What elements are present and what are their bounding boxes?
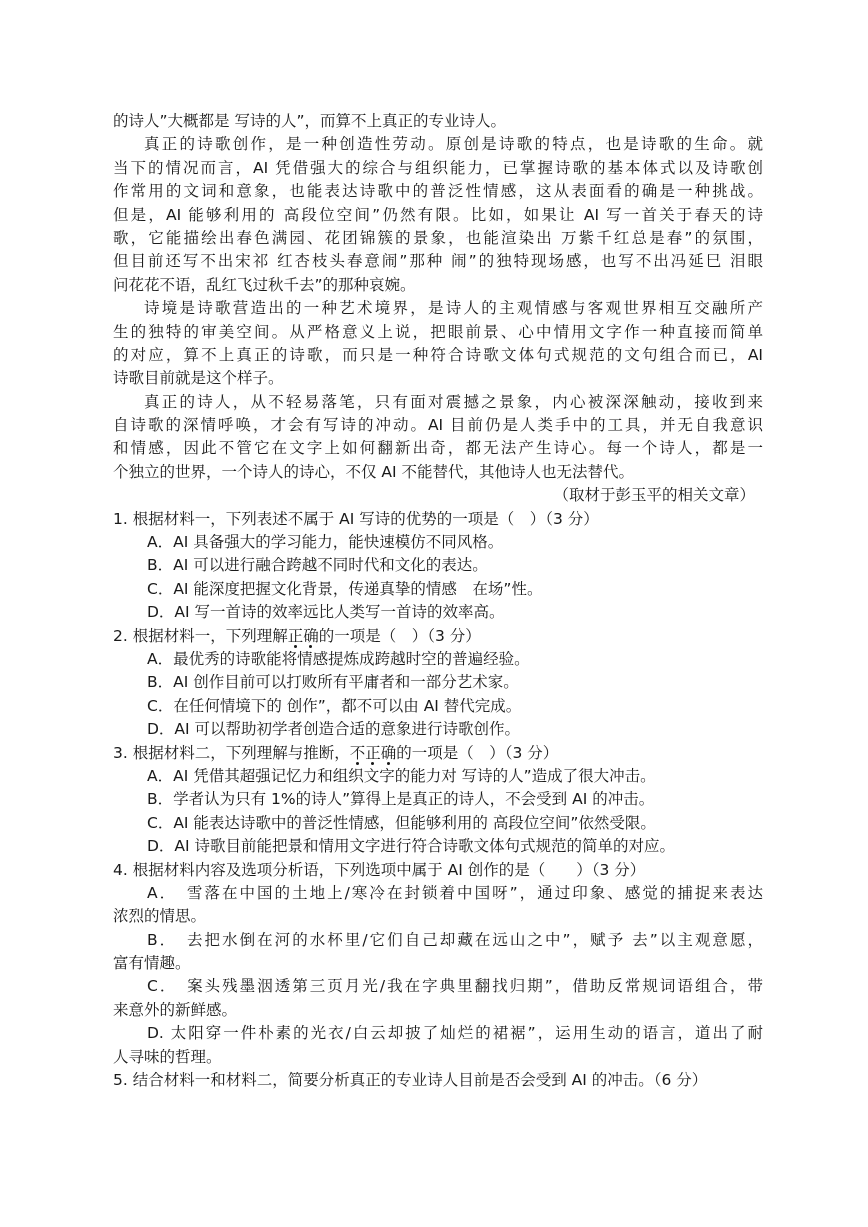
question-5 [113,1069,763,1092]
passage-line: 的对应，算不上真正的诗歌，而只是一种符合诗歌文体句式规范的文句组合而已，AI [113,345,763,364]
option-d: D．AI 诗歌目前能把景和情用文字进行符合诗歌文体句式规范的简单的对应。 [147,837,676,856]
passage-line: 和情感，因此不管它在文字上如何翻新出奇，都无法产生诗心。每一个诗人，都是一 [113,439,763,458]
question-stem [113,625,763,648]
passage-line: 真正的诗人，从不轻易落笔，只有面对震撼之景象，内心被深深触动，接收到来 [144,392,763,411]
passage-line: 但是，AI 能够利用的 高段位空间”仍然有限。比如，如果让 AI 写一首关于春天的诗 [113,205,763,224]
question-2 [113,625,763,742]
passage [113,110,763,508]
option-b: B． 去把水倒在河的水杯里/它们自己却藏在远山之中”，赋予 去”以主观意愿， [147,930,763,949]
emphasis-char: 不 [349,743,366,762]
option-b: B．学者认为只有 1%的诗人”算得上是真正的诗人，不会受到 AI 的冲击。 [147,790,655,809]
stem-text: 的一项是（ ）（3 分） [396,743,559,762]
stem-text: 的一项是（ ）（3 分） [318,626,481,645]
option-c: C．AI 能表达诗歌中的普泛性情感，但能够利用的 高段位空间”依然受限。 [147,813,656,832]
option-b: B．AI 可以进行融合跨越不同时代和文化的表达。 [147,556,488,575]
source-citation: （取材于彭玉平的相关文章） [553,486,755,505]
passage-line: 作常用的文词和意象，也能表达诗歌中的普泛性情感，这从表面看的确是一种挑战。 [113,182,763,201]
passage-line: 诗歌目前就是这个样子。 [113,369,284,388]
exam-page [113,110,763,1092]
option-c-cont: 来意外的新鲜感。 [113,1000,238,1019]
passage-line: 但目前还写不出宋祁 红杏枝头春意闹”那种 闹”的独特现场感，也写不出冯延巳 泪眼 [113,252,763,271]
question-stem: 4. 根据材料内容及选项分析语，下列选项中属于 AI 创作的是（ ）（3 分） [113,860,646,879]
question-stem [113,742,763,765]
stem-text: 2. 根据材料一，下列理解 [113,626,288,645]
option-a: A．AI 凭借其超强记忆力和组织文字的能力对 写诗的人”造成了很大冲击。 [147,766,656,785]
emphasis-char: 确 [303,626,319,645]
passage-line: 问花花不语，乱红飞过秋千去”的那种哀婉。 [113,275,416,294]
passage-line: 个独立的世界，一个诗人的诗心，不仅 AI 不能替代，其他诗人也无法替代。 [113,462,635,481]
option-c: C．在任何情境下的 创作”，都不可以由 AI 替代完成。 [147,696,522,715]
option-a: A．最优秀的诗歌能将情感提炼成跨越时空的普遍经验。 [147,649,530,668]
question-3 [113,742,763,859]
option-a-cont: 浓烈的情思。 [113,907,207,926]
passage-line: 歌，它能描绘出春色满园、花团锦簇的景象，也能渲染出 万紫千红总是春”的氛围， [113,228,763,247]
option-b: B．AI 创作目前可以打败所有平庸者和一部分艺术家。 [147,673,519,692]
question-1 [113,508,763,625]
question-stem: 1. 根据材料一，下列表述不属于 AI 写诗的优势的一项是（ ）（3 分） [113,509,599,528]
option-d: D. 太阳穿一件朴素的光衣/白云却披了灿烂的裙裾”，运用生动的语言，道出了耐 [147,1024,763,1043]
passage-line: 当下的情况而言，AI 凭借强大的综合与组织能力，已掌握诗歌的基本体式以及诗歌创 [113,158,763,177]
question-4 [113,859,763,1070]
option-b-cont: 富有情趣。 [113,954,191,973]
passage-line: 的诗人”大概都是 写诗的人”，而算不上真正的专业诗人。 [113,112,506,130]
stem-text: 3. 根据材料二，下列理解与推断， [113,743,350,762]
option-c: C．AI 能深度把握文化背景，传递真挚的情感 在场”性。 [147,579,543,598]
option-a: A．AI 具备强大的学习能力，能快速模仿不同风格。 [147,533,504,552]
passage-line: 自诗歌的深情呼唤，才会有写诗的冲动。AI 目前仍是人类手中的工具，并无自我意识 [113,416,763,435]
option-c: C． 案头残墨洇透第三页月光/我在字典里翻找归期”，借助反常规词语组合，带 [147,977,763,996]
passage-line: 诗境是诗歌营造出的一种艺术境界，是诗人的主观情感与客观世界相互交融所产 [144,299,763,318]
question-stem: 5. 结合材料一和材料二，简要分析真正的专业诗人目前是否会受到 AI 的冲击。（6 分） [113,1071,708,1090]
emphasis-char: 确 [380,743,397,762]
passage-line: 生的独特的审美空间。从严格意义上说，把眼前景、心中情用文字作一种直接而简单 [113,322,763,341]
option-a: A． 雪落在中国的土地上/寒冷在封锁着中国呀”，通过印象、感觉的捕捉来表达 [147,883,763,902]
option-d-cont: 人寻味的哲理。 [113,1047,222,1066]
option-d: D．AI 写一首诗的效率远比人类写一首诗的效率高。 [147,603,505,622]
passage-line: 真正的诗歌创作，是一种创造性劳动。原创是诗歌的特点，也是诗歌的生命。就 [144,135,763,154]
emphasis-char: 正 [365,743,381,762]
emphasis-char: 正 [287,626,304,645]
option-d: D．AI 可以帮助初学者创造合适的意象进行诗歌创作。 [147,720,521,739]
